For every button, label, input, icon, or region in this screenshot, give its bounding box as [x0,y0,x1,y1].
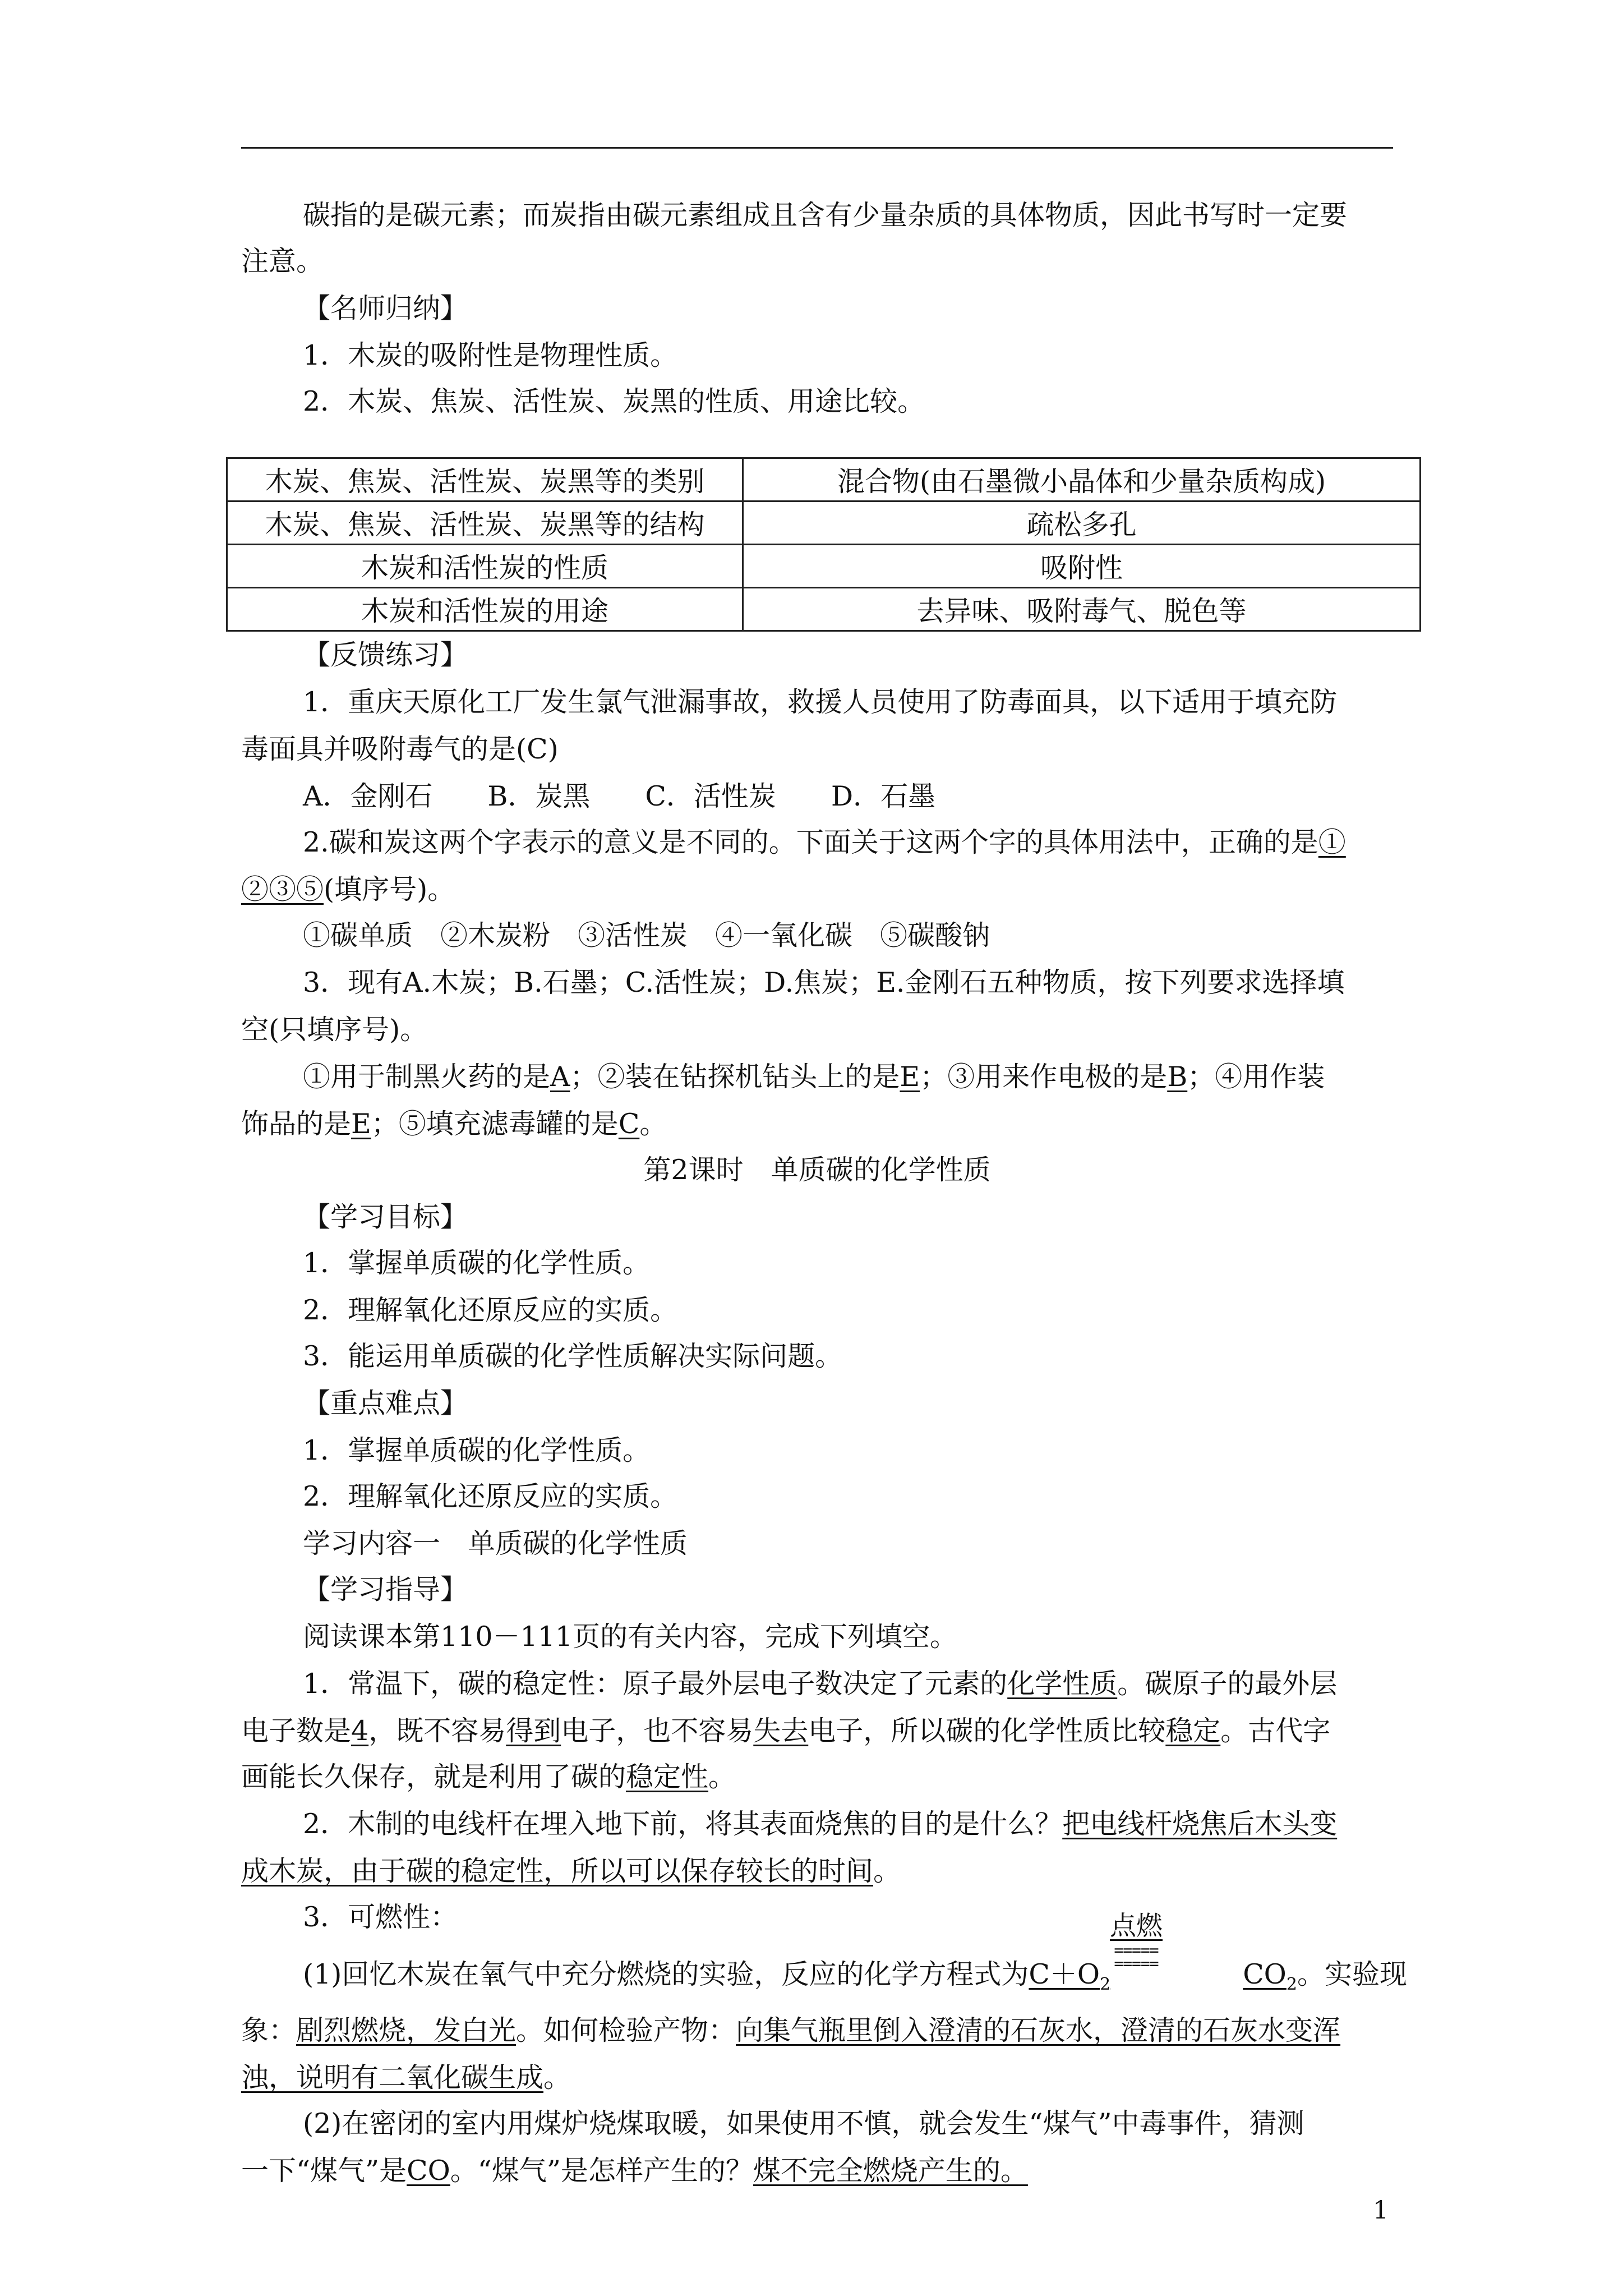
pole-answer: 把电线杆烧焦后木头变 [1062,1808,1338,1840]
table-cell: 木炭、焦炭、活性炭、炭黑等的结构 [227,501,743,545]
equation-subscript: 2 [1286,1974,1297,1994]
equation-equals-sign: ===== [1114,1954,1159,1973]
stability-text: 电子，所以碳的化学性质比较 [808,1715,1166,1747]
feedback-heading: 【反馈练习】 [303,639,468,671]
table-cell: 木炭和活性炭的性质 [227,545,743,588]
stability-line-1 [303,1662,1455,1706]
table-row [227,458,1421,501]
q2-line-1 [303,820,1455,865]
q2-answer-part-2: ②③⑤ [241,873,324,905]
combustion-text: 象： [241,2014,297,2046]
q3-line-2: 空(只填序号)。 [241,1014,428,1046]
key-heading: 【重点难点】 [303,1387,468,1419]
stability-answer: 4 [351,1715,369,1747]
q3-line-1: 3．现有A.木炭；B.石墨；C.活性炭；D.焦炭；E.金刚石五种物质，按下列要求选择填 [303,967,1345,999]
combustion-line-4: (2)在密闭的室内用煤炉烧煤取暖，如果使用不慎，就会发生“煤气”中毒事件，猜测 [303,2108,1304,2139]
stability-answer: 失去 [753,1715,809,1747]
q3-answer-4: E [351,1108,371,1140]
q3-text: ；③用来作电极的是 [920,1061,1168,1093]
summary-item-2: 2．木炭、焦炭、活性炭、炭黑的性质、用途比较。 [303,385,925,417]
combustion-answer: CO [407,2155,450,2187]
q1-options: A．金刚石 B．炭黑 C．活性炭 D．石墨 [303,780,936,812]
q1-line-2: 毒面具并吸附毒气的是(C) [241,733,559,765]
guide-heading: 【学习指导】 [303,1573,468,1605]
pole-text: 。 [873,1855,901,1887]
goal-item-2: 2．理解氧化还原反应的实质。 [303,1294,678,1326]
combustion-text: 。 [543,2062,571,2093]
q3-text: ；④用作装 [1187,1061,1325,1093]
pole-text: 2．木制的电线杆在埋入地下前，将其表面烧焦的目的是什么？ [303,1808,1063,1840]
lesson-title: 第2课时 单质碳的化学性质 [643,1154,991,1186]
combustion-line-1 [303,1952,1455,2007]
equation-subscript: 2 [1100,1974,1111,1994]
q3-line-4 [241,1102,1393,1147]
stability-line-2 [241,1709,1393,1754]
q1-line-1: 1．重庆天原化工厂发生氯气泄漏事故，救援人员使用了防毒面具，以下适用于填充防 [303,686,1338,718]
table-cell: 去异味、吸附毒气、脱色等 [743,588,1421,631]
equation-equals-sign: ===== [1114,1941,1159,1959]
q2-items: ①碳单质 ②木炭粉 ③活性炭 ④一氧化碳 ⑤碳酸钠 [303,919,990,951]
equation-reactants-text: C＋O [1029,1958,1100,1990]
table-cell: 木炭和活性炭的用途 [227,588,743,631]
combustion-line-3 [241,2055,1393,2100]
combustion-text: (1)回忆木炭在氧气中充分燃烧的实验，反应的化学方程式为 [303,1958,1029,1990]
pole-line-1 [303,1802,1455,1847]
key-item-2: 2．理解氧化还原反应的实质。 [303,1480,678,1512]
stability-text: ，既不容易 [368,1715,506,1747]
q2-text: (填序号)。 [324,873,455,905]
combustion-text: 。如何检验产物： [516,2014,736,2046]
key-item-1: 1．掌握单质碳的化学性质。 [303,1434,651,1466]
stability-line-3 [241,1755,1393,1800]
equation-product [1243,1958,1297,1994]
stability-text: 。碳原子的最外层 [1117,1668,1338,1700]
q3-text: 。 [639,1108,667,1140]
combustion-text: 。实验现 [1297,1958,1407,1990]
combustion-heading: 3．可燃性： [303,1901,458,1933]
goals-heading: 【学习目标】 [303,1201,468,1233]
q3-answer-5: C [618,1108,640,1140]
stability-answer: 化学性质 [1007,1668,1118,1700]
q3-text: ；⑤填充滤毒罐的是 [371,1108,619,1140]
intro-line-1: 碳指的是碳元素；而炭指由碳元素组成且含有少量杂质的具体物质，因此书写时一定要 [303,199,1348,231]
combustion-answer: 煤不完全燃烧产生的。 [753,2155,1028,2187]
table-cell: 木炭、焦炭、活性炭、炭黑等的类别 [227,458,743,501]
combustion-answer: 剧烈燃烧，发白光 [296,2014,517,2046]
goal-item-1: 1．掌握单质碳的化学性质。 [303,1247,651,1279]
guide-text: 阅读课本第110－111页的有关内容，完成下列填空。 [303,1621,958,1653]
equation-condition-text: 点燃 [1110,1911,1163,1941]
q3-text: 饰品的是 [241,1108,352,1140]
header-rule [241,147,1393,149]
table-row [227,501,1421,545]
goal-item-3: 3．能运用单质碳的化学性质解决实际问题。 [303,1340,843,1372]
stability-answer: 得到 [506,1715,561,1747]
comparison-table [226,457,1421,632]
intro-line-2: 注意。 [241,245,324,277]
q3-line-3 [303,1055,1455,1099]
summary-heading: 【名师归纳】 [303,292,468,324]
q2-line-2 [241,867,1393,912]
stability-text: 1．常温下，碳的稳定性：原子最外层电子数决定了元素的 [303,1668,1008,1700]
table-cell: 吸附性 [743,545,1421,588]
stability-text: 。 [708,1761,736,1793]
combustion-answer: 浊，说明有二氧化碳生成 [241,2062,544,2093]
combustion-line-5 [241,2148,1393,2193]
q3-answer-3: B [1167,1061,1188,1093]
pole-line-2 [241,1849,1393,1894]
stability-text: 电子数是 [241,1715,352,1747]
page-number: 1 [1373,2196,1389,2225]
equation-product-text: CO [1243,1958,1287,1990]
stability-answer: 稳定性 [626,1761,709,1793]
q3-answer-2: E [900,1061,920,1093]
stability-text: 。古代字 [1220,1715,1331,1747]
table-row [227,588,1421,631]
table-cell: 混合物(由石墨微小晶体和少量杂质构成) [743,458,1421,501]
table-row [227,545,1421,588]
summary-item-1: 1．木炭的吸附性是物理性质。 [303,339,678,371]
stability-answer: 稳定 [1165,1715,1221,1747]
q3-text: ①用于制黑火药的是 [303,1061,551,1093]
q3-text: ；②装在钻探机钻头上的是 [570,1061,900,1093]
q2-answer-part-1: ① [1318,826,1346,858]
combustion-text: 一下“煤气”是 [241,2155,407,2187]
q3-answer-1: A [550,1061,570,1093]
pole-answer: 成木炭，由于碳的稳定性，所以可以保存较长的时间 [241,1855,874,1887]
combustion-line-2 [241,2008,1393,2053]
combustion-text: 。“煤气”是怎样产生的？ [450,2155,753,2187]
stability-text: 电子，也不容易 [561,1715,754,1747]
combustion-answer: 向集气瓶里倒入澄清的石灰水，澄清的石灰水变浑 [736,2014,1341,2046]
q2-text: 2.碳和炭这两个字表示的意义是不同的。下面关于这两个字的具体用法中，正确的是 [303,826,1318,858]
equation-condition [1070,1910,1202,1973]
table-cell: 疏松多孔 [743,501,1421,545]
content-title: 学习内容一 单质碳的化学性质 [303,1527,688,1559]
stability-text: 画能长久保存，就是利用了碳的 [241,1761,626,1793]
